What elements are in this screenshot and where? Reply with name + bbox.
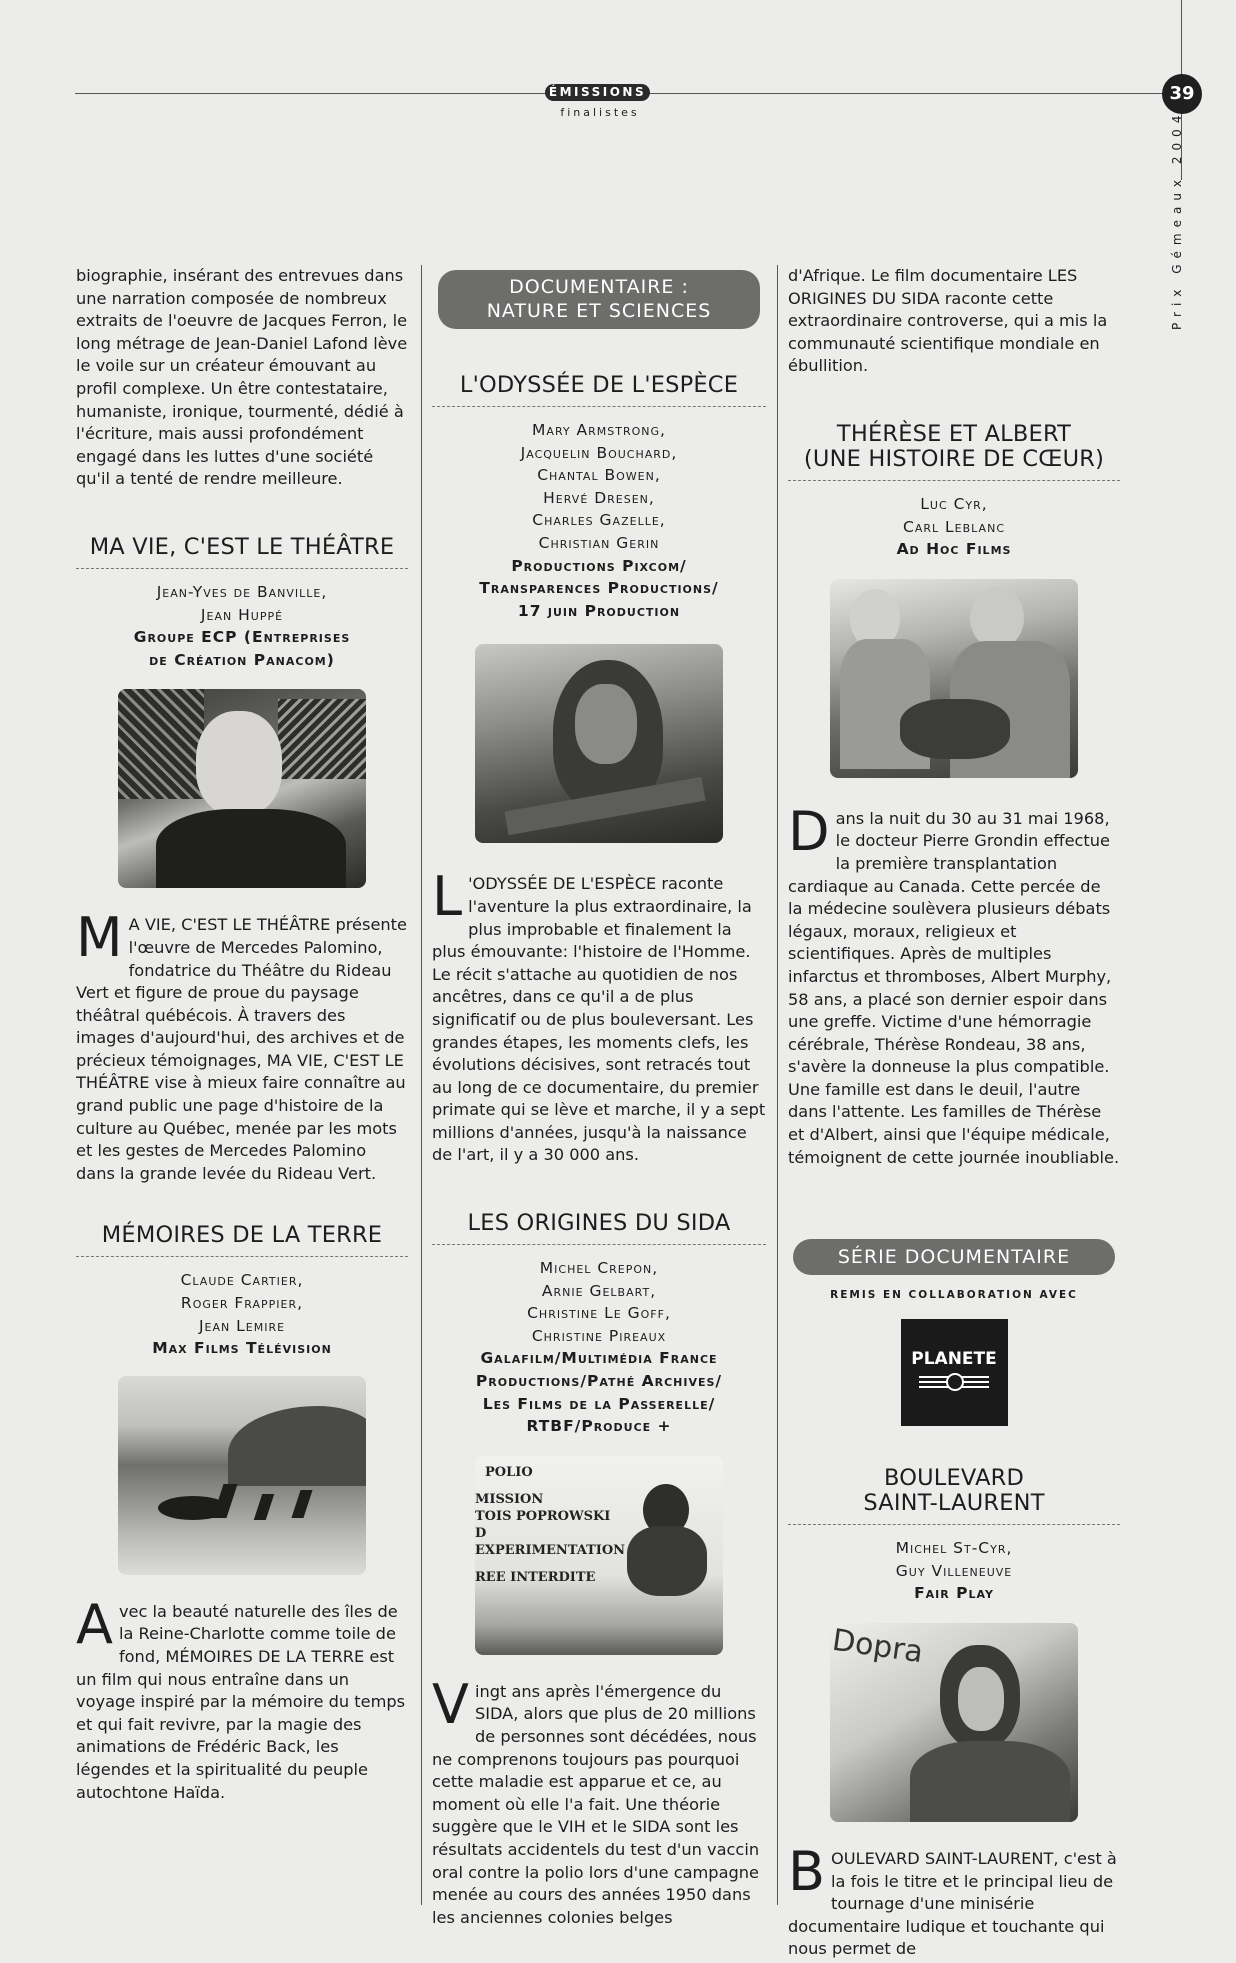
sign-text: TOIS POPROWSKI — [475, 1508, 611, 1524]
title-line: THÉRÈSE ET ALBERT — [836, 420, 1072, 447]
subsection-label: finalistes — [560, 106, 640, 119]
credit-line: Chantal Bowen, — [537, 466, 661, 485]
production-line: Galafilm/Multimédia France — [480, 1349, 718, 1368]
dashed-divider — [788, 480, 1120, 481]
column-2 — [432, 270, 766, 1929]
sign-text: D EXPERIMENTATION — [475, 1525, 626, 1558]
entry-description — [76, 1592, 408, 1804]
production-line: Les Films de la Passerelle/ — [482, 1394, 716, 1413]
drop-cap: L — [432, 865, 463, 929]
credit-line: Jacquelin Bouchard, — [520, 443, 678, 462]
credit-line: Christine Le Goff, — [527, 1304, 671, 1323]
photo-boulevard — [830, 1623, 1078, 1822]
credit-line: Luc Cyr, — [920, 494, 988, 513]
entry-title: MA VIE, C'EST LE THÉÂTRE — [89, 533, 395, 560]
title-line: (UNE HISTOIRE DE CŒUR) — [803, 445, 1105, 472]
production-line: Fair Play — [914, 1584, 994, 1603]
drop-cap: D — [788, 799, 830, 863]
photo-chimpanzee-sign — [475, 1456, 723, 1655]
entry-title — [788, 422, 1120, 472]
credit-line: Jean Huppé — [200, 605, 284, 624]
photo-mercedes-palomino — [118, 689, 366, 888]
section-label: ÉMISSIONS — [545, 84, 650, 101]
credits — [788, 1537, 1120, 1605]
entry-odyssee — [432, 373, 766, 1167]
credit-line: Carl Leblanc — [903, 517, 1005, 536]
entry-text: OULEVARD SAINT-LAURENT, c'est à la fois le titre et le principal lieu de tournage d'une minisérie documentaire ludique et touchante qui nous permet de — [788, 1849, 1117, 1959]
credit-line: Jean Lemire — [198, 1316, 286, 1335]
entry-text: A VIE, C'EST LE THÉÂTRE présente l'œuvre de Mercedes Palomino, fondatrice du Théâtre du Rideau Vert et figure de proue du paysage théâtral québécois. À travers des images d'aujourd'hui, des archives et de précieux témoignages, MA VIE, C'EST LE THÉÂTRE vise à mieux faire connaître au grand public une page d'histoire de la culture au Québec, menée par les mots et les gestes de Mercedes Palomino dans la grande levée du Rideau Vert. — [76, 915, 407, 1183]
credit-line: Mary Armstrong, — [532, 421, 666, 439]
production-line: de Création Panacom) — [149, 650, 335, 669]
entry-description — [432, 1672, 766, 1930]
column-1 — [76, 265, 408, 1804]
entry-text: ingt ans après l'émergence du SIDA, alors que plus de 20 millions de personnes sont décédées, nous ne comprenons toujours pas pourquoi cette maladie est apparue et ce, au moment où elle l'a fait. Une théorie suggère que le VIH et le SIDA sont les résultats accidentels du test d'un vaccin oral contre la polio lors d'une campagne menée au cours des années 1950 dans les anciennes colonies belges — [432, 1681, 760, 1927]
continued-text: d'Afrique. Le film documentaire LES ORIGINES DU SIDA raconte cette extraordinaire controverse, qui a mis la communauté scientifique mondiale en ébullition. — [788, 266, 1108, 376]
logo-wordmark: PLANETE — [911, 1349, 997, 1370]
entry-ma-vie — [76, 535, 408, 1186]
entry-memoires — [76, 1223, 408, 1804]
sign-text: Dopra — [830, 1623, 926, 1671]
sign-text: POLIO — [485, 1464, 533, 1480]
production-line: Productions/Pathé Archives/ — [475, 1372, 723, 1391]
production-line: RTBF/Produce + — [526, 1417, 672, 1436]
production-line: 17 juin Production — [517, 601, 681, 620]
entry-description — [432, 865, 766, 1167]
credit-line: Christian Gerin — [538, 533, 660, 552]
entry-origines-sida — [432, 1211, 766, 1929]
title-line: SAINT-LAURENT — [863, 1490, 1045, 1517]
planet-icon — [919, 1373, 989, 1389]
photo-orcas — [118, 1376, 366, 1575]
entry-boulevard — [788, 1466, 1120, 1961]
credits — [788, 493, 1120, 561]
photo-early-human — [475, 644, 723, 843]
credit-line: Hervé Dresen, — [543, 488, 655, 507]
dashed-divider — [76, 1256, 408, 1257]
dashed-divider — [432, 1244, 766, 1245]
photo-surgery — [830, 579, 1078, 778]
page-number: 39 — [1162, 74, 1202, 114]
drop-cap: A — [76, 1592, 113, 1656]
dashed-divider — [432, 406, 766, 407]
category-line: DOCUMENTAIRE : — [509, 276, 689, 298]
entry-title: MÉMOIRES DE LA TERRE — [101, 1222, 383, 1249]
category-line: NATURE ET SCIENCES — [486, 300, 712, 322]
dashed-divider — [788, 1524, 1120, 1525]
credit-line: Christine Pireaux — [531, 1326, 667, 1345]
planete-logo — [901, 1319, 1008, 1426]
continued-text: biographie, insérant des entrevues dans une narration composée de nombreux extraits de l'oeuvre de Jacques Ferron, le long métrage de Jean-Daniel Lafond lève le voile sur un créateur émouvant au profil complexe. Un être contestataire, humaniste, ironique, tourmenté, dédié à l'écriture, mais aussi profondément engagé dans les luttes d'une société qu'il a tenté de rendre meilleure. — [76, 266, 408, 489]
entry-text: vec la beauté naturelle des îles de la Reine-Charlotte comme toile de fond, MÉMOIRES DE LA TERRE est un film qui nous entraîne dans un voyage inspiré par la mémoire du temps et qui fait revivre, par la magie des animations de Frédéric Back, les légendes et la spiritualité du peuple autochtone Haïda. — [76, 1601, 406, 1802]
column-3 — [788, 265, 1120, 1961]
credit-line: Jean-Yves de Banville, — [156, 582, 328, 601]
collaboration-note: REMIS EN COLLABORATION AVEC — [830, 1289, 1078, 1302]
production-line: Transparences Productions/ — [479, 579, 719, 598]
entry-text: 'ODYSSÉE DE L'ESPÈCE raconte l'aventure la plus extraordinaire, la plus improbable et finalement la plus émouvante: l'histoire de l'Homme. Le récit s'attache au quotidien de nos ancêtres, dans ce qu'il a de plus significatif ou de plus bouleversant. Les grandes étapes, les moments clefs, les évolutions décisives, sont retracés tout au long de ce documentaire, du premier primate qui se lève et marche, il y a sept millions d'années, jusqu'à la naissance de l'art, il y a 30 000 ans. — [432, 874, 766, 1165]
credit-line: Michel Crepon, — [539, 1259, 659, 1278]
column-divider-2 — [777, 265, 778, 1905]
category-banner: SÉRIE DOCUMENTAIRE — [793, 1239, 1115, 1275]
entry-description — [788, 799, 1120, 1170]
credits — [432, 419, 766, 622]
drop-cap: V — [432, 1672, 469, 1736]
production-line: Max Films Télévision — [152, 1339, 332, 1358]
entry-therese-albert — [788, 422, 1120, 1169]
entry-title: LES ORIGINES DU SIDA — [467, 1210, 731, 1237]
drop-cap: M — [76, 906, 123, 970]
entry-title — [788, 1466, 1120, 1516]
credits — [432, 1257, 766, 1438]
credit-line: Charles Gazelle, — [532, 511, 666, 530]
dashed-divider — [76, 568, 408, 569]
drop-cap: B — [788, 1840, 826, 1904]
credits — [76, 1269, 408, 1359]
entry-text: ans la nuit du 30 au 31 mai 1968, le docteur Pierre Grondin effectue la première transplantation cardiaque au Canada. Cette percée de la médecine soulèvera plusieurs débats légaux, moraux, religieux et scientifiques. Après de multiples infarctus et thromboses, Albert Murphy, 58 ans, a placé son dernier espoir dans une greffe. Victime d'une hémorragie cérébrale, Thérèse Rondeau, 38 ans, s'avère la donneuse la plus compatible. Une famille est dans le deuil, l'autre dans l'attente. Les familles de Thérèse et d'Albert, ainsi que l'équipe médicale, témoignent de cette journée inoubliable. — [788, 808, 1120, 1167]
category-banner — [438, 270, 760, 329]
production-line: Groupe ECP (Entreprises — [133, 628, 351, 647]
entry-title: L'ODYSSÉE DE L'ESPÈCE — [459, 372, 739, 398]
column-divider-1 — [421, 265, 422, 1905]
production-line: Productions Pixcom/ — [511, 556, 687, 575]
sign-text: MISSION — [475, 1491, 544, 1507]
sign-text: REE INTERDITE — [475, 1569, 596, 1585]
side-running-title: Prix Gémeaux 2004 — [1170, 109, 1184, 330]
credit-line: Guy Villeneuve — [895, 1561, 1013, 1580]
credit-line: Arnie Gelbart, — [541, 1281, 657, 1300]
credit-line: Michel St-Cyr, — [895, 1539, 1013, 1558]
credits — [76, 581, 408, 671]
entry-description — [788, 1840, 1120, 1961]
credit-line: Claude Cartier, — [180, 1271, 304, 1290]
title-line: BOULEVARD — [883, 1465, 1025, 1492]
entry-description — [76, 906, 408, 1185]
credit-line: Roger Frappier, — [180, 1294, 304, 1313]
production-line: Ad Hoc Films — [896, 540, 1012, 559]
